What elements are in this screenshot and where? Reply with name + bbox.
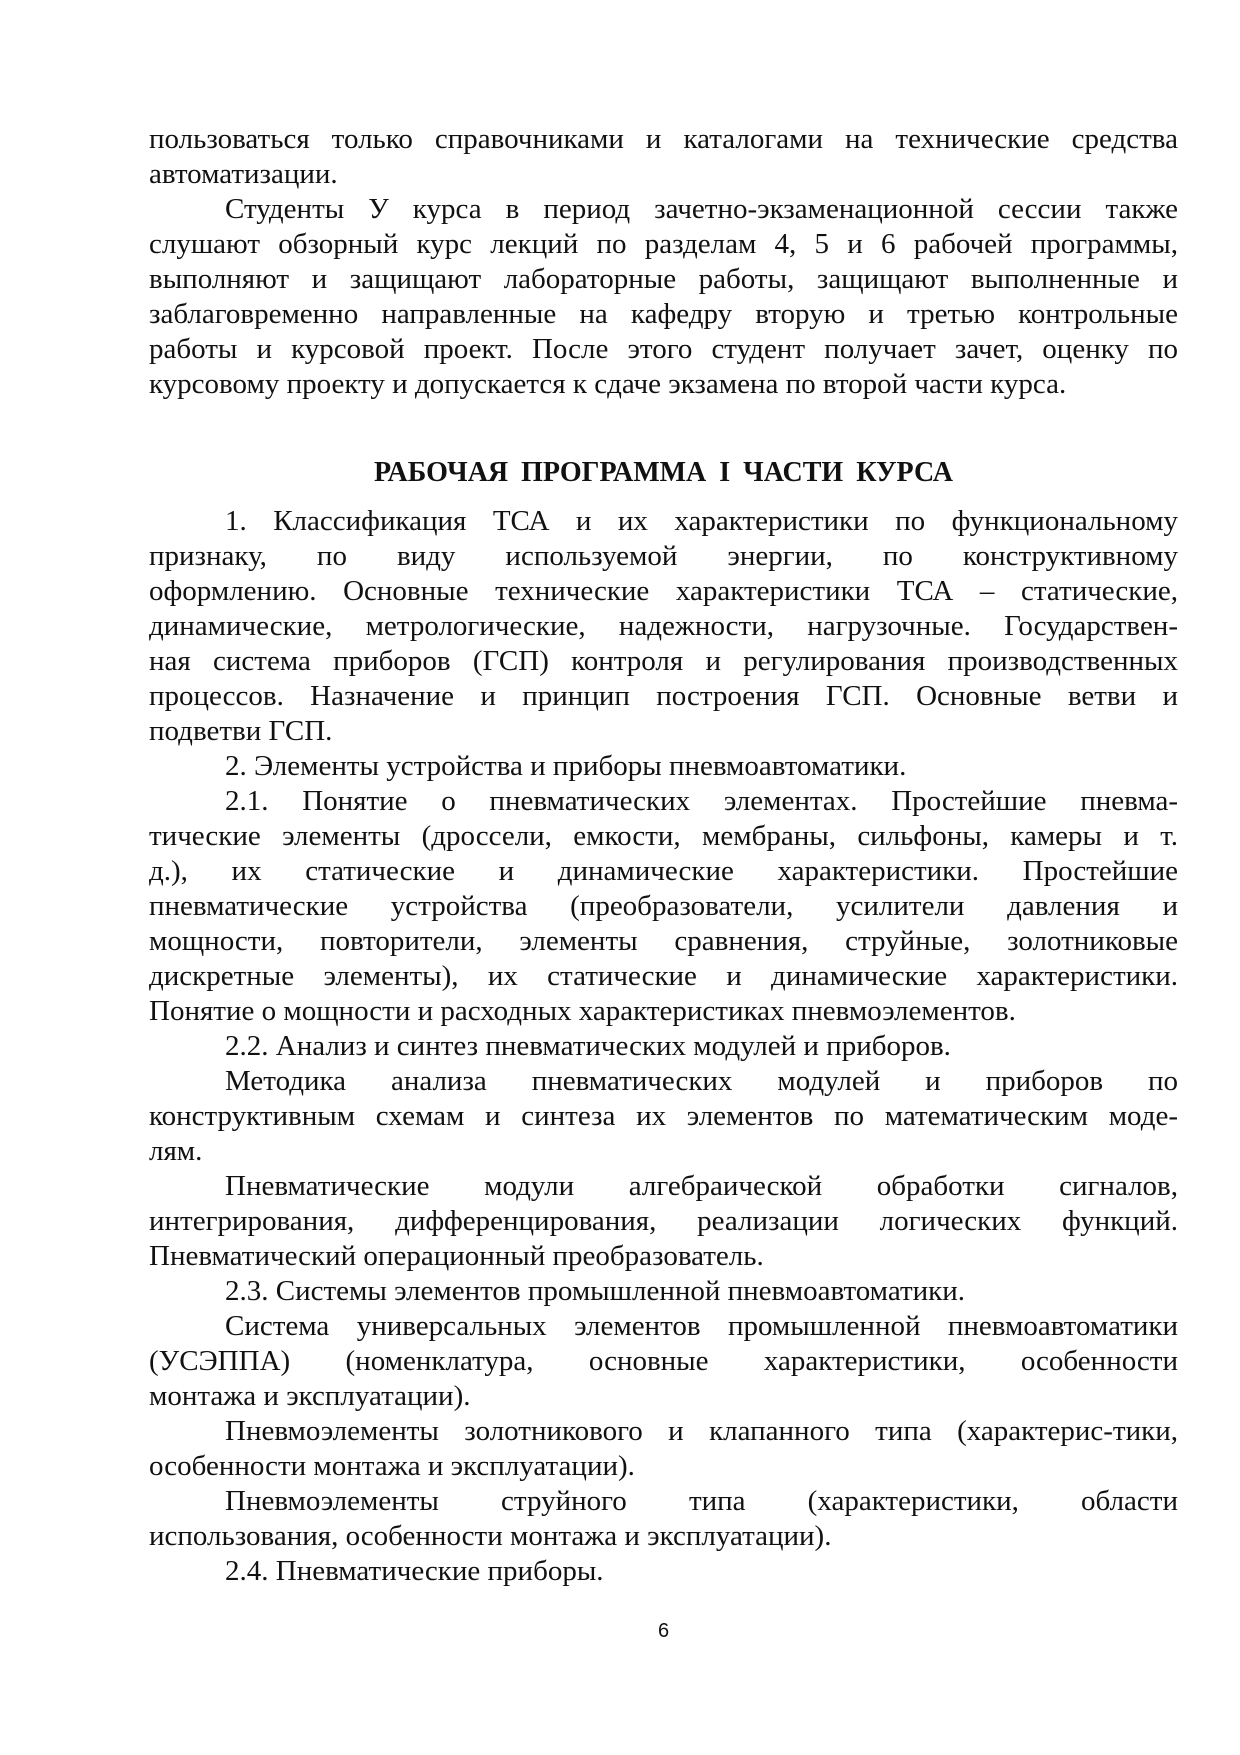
text-line: (УСЭППА) (номенклатура, основные характеристики, особенности [149, 1345, 1178, 1377]
text-line: Пневмоэлементы золотникового и клапанного типа (характерис-тики, [225, 1415, 1178, 1447]
text-line: 2.2. Анализ и синтез пневматических модулей и приборов. [225, 1030, 951, 1062]
paragraph [149, 784, 1178, 1029]
text-line: заблаговременно направленные на кафедру вторую и третью контрольные [149, 298, 1178, 330]
text-line: работы и курсовой проект. После этого студент получает зачет, оценку по [149, 333, 1178, 365]
text-line: выполняют и защищают лабораторные работы, защищают выполненные и [149, 263, 1178, 295]
text-line: 2. Элементы устройства и приборы пневмоавтоматики. [225, 750, 907, 782]
text-line: Пневматические модули алгебраической обработки сигналов, [225, 1170, 1178, 1202]
text-line: подветви ГСП. [149, 715, 333, 747]
text-line: монтажа и эксплуатации). [149, 1380, 471, 1412]
text-line: Система универсальных элементов промышленной пневмоавтоматики [225, 1310, 1178, 1342]
text-line: 1. Классификация ТСА и их характеристики по функциональному [225, 505, 1178, 537]
paragraph [149, 1309, 1178, 1414]
text-line: Студенты У курса в период зачетно-экзаменационной сессии также [225, 193, 1178, 225]
text-line: использования, особенности монтажа и эксплуатации). [149, 1520, 832, 1552]
paragraph [149, 1064, 1178, 1169]
text-line: мощности, повторители, элементы сравнения, струйные, золотниковые [149, 925, 1178, 957]
text-line: Понятие о мощности и расходных характеристиках пневмоэлементов. [149, 995, 1016, 1027]
text-line: признаку, по виду используемой энергии, по конструктивному [149, 540, 1178, 572]
paragraph [149, 1029, 1178, 1064]
section-text [149, 504, 1178, 1589]
text-line: особенности монтажа и эксплуатации). [149, 1450, 635, 1482]
text-line: Пневматический операционный преобразователь. [149, 1240, 764, 1272]
page-number: 6 [657, 1620, 670, 1642]
text-line: пневматические устройства (преобразователи, усилители давления и [149, 890, 1178, 922]
paragraph [149, 192, 1178, 402]
paragraph [149, 1414, 1178, 1484]
text-line: динамические, метрологические, надежности, нагрузочные. Государствен- [149, 610, 1178, 642]
text-line: тические элементы (дроссели, емкости, мембраны, сильфоны, камеры и т. [149, 820, 1178, 852]
paragraph [149, 1169, 1178, 1274]
text-line: 2.3. Системы элементов промышленной пневмоавтоматики. [225, 1275, 966, 1307]
paragraph [149, 504, 1178, 749]
paragraph [149, 1554, 1178, 1589]
text-line: процессов. Назначение и принцип построения ГСП. Основные ветви и [149, 680, 1178, 712]
text-line: оформлению. Основные технические характеристики ТСА – статические, [149, 575, 1178, 607]
text-line: интегрирования, дифференцирования, реализации логических функций. [149, 1205, 1178, 1237]
text-line: дискретные элементы), их статические и динамические характеристики. [149, 960, 1178, 992]
paragraph [149, 1274, 1178, 1309]
intro-text [149, 122, 1178, 402]
text-line: слушают обзорный курс лекций по разделам 4, 5 и 6 рабочей программы, [149, 228, 1178, 260]
section-heading: РАБОЧАЯ ПРОГРАММА I ЧАСТИ КУРСА [374, 457, 953, 488]
paragraph [149, 749, 1178, 784]
text-line: лям. [149, 1135, 203, 1167]
text-line: ная система приборов (ГСП) контроля и регулирования производственных [149, 645, 1178, 677]
text-line: Методика анализа пневматических модулей и приборов по [225, 1065, 1178, 1097]
text-line: автоматизации. [149, 158, 338, 190]
text-line: д.), их статические и динамические характеристики. Простейшие [149, 855, 1178, 887]
text-line: 2.1. Понятие о пневматических элементах. Простейшие пневма- [225, 785, 1178, 817]
text-line: курсовому проекту и допускается к сдаче экзамена по второй части курса. [149, 368, 1067, 400]
paragraph [149, 122, 1178, 192]
text-line: пользоваться только справочниками и каталогами на технические средства [149, 123, 1178, 155]
text-line: конструктивным схемам и синтеза их элементов по математическим моде- [149, 1100, 1178, 1132]
text-line: 2.4. Пневматические приборы. [225, 1555, 604, 1587]
text-line: Пневмоэлементы струйного типа (характеристики, области [225, 1485, 1178, 1517]
paragraph [149, 1484, 1178, 1554]
